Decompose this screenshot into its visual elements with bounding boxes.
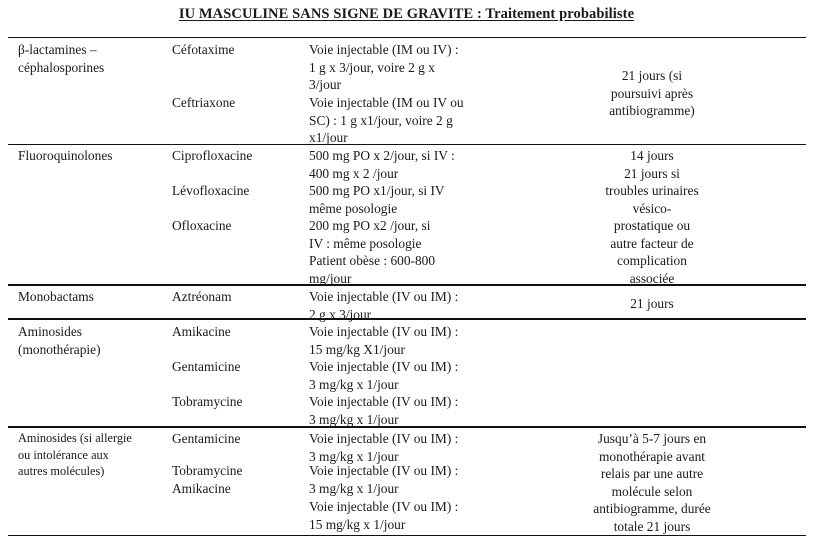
dosage: Voie injectable (IV ou IM) : 15 mg/kg x 1/jour xyxy=(309,499,459,532)
duration: 21 jours xyxy=(630,296,674,311)
drug-class: Fluoroquinolones xyxy=(18,148,113,163)
duration: 14 jours 21 jours si troubles urinaires vésico- prostatique ou autre facteur de complication associée xyxy=(605,148,699,286)
drug-name: Ciprofloxacine xyxy=(172,148,253,163)
drug-name: Ceftriaxone xyxy=(172,95,236,110)
table-top-rule xyxy=(8,37,806,38)
dosage: Voie injectable (IV ou IM) : 3 mg/kg x 1/jour xyxy=(309,394,459,427)
page-title: IU MASCULINE SANS SIGNE DE GRAVITE : Traitement probabiliste xyxy=(178,6,635,22)
drug-name: Gentamicine xyxy=(172,359,241,374)
drug-class: Aminosides (si allergie ou intolérance aux autres molécules) xyxy=(18,431,132,478)
drug-name: Tobramycine xyxy=(172,394,243,409)
dosage: Voie injectable (IM ou IV ou SC) : 1 g x1/jour, voire 2 g x1/jour xyxy=(309,95,464,145)
table-bottom-rule xyxy=(8,535,806,536)
dosage: Voie injectable (IV ou IM) : 3 mg/kg x 1/jour xyxy=(309,431,459,464)
dosage: Voie injectable (IV ou IM) : 2 g x 3/jour xyxy=(309,289,459,322)
drug-name: Céfotaxime xyxy=(172,42,235,57)
dosage: Voie injectable (IV ou IM) : 3 mg/kg x 1/jour xyxy=(309,359,459,392)
drug-class: β-lactamines – céphalosporines xyxy=(18,42,105,75)
dosage: Voie injectable (IV ou IM) : 3 mg/kg x 1/jour xyxy=(309,463,459,496)
duration: Jusqu’à 5-7 jours en monothérapie avant relais par une autre molécule selon antibiogramme, durée totale 21 jours xyxy=(593,431,711,534)
dosage: 500 mg PO x 2/jour, si IV : 400 mg x 2 /jour xyxy=(309,148,455,181)
dosage: Voie injectable (IM ou IV) : 1 g x 3/jour, voire 2 g x 3/jour xyxy=(309,42,459,92)
duration: 21 jours (si poursuivi après antibiogramme) xyxy=(609,68,695,118)
drug-name: Tobramycine xyxy=(172,463,243,478)
drug-name: Amikacine xyxy=(172,324,231,339)
drug-name: Gentamicine xyxy=(172,431,241,446)
drug-name: Amikacine xyxy=(172,481,231,496)
dosage: 200 mg PO x2 /jour, si IV : même posologie Patient obèse : 600-800 mg/jour xyxy=(309,218,436,286)
drug-class: Aminosides (monothérapie) xyxy=(18,324,101,357)
dosage: Voie injectable (IV ou IM) : 15 mg/kg X1/jour xyxy=(309,324,459,357)
drug-name: Lévofloxacine xyxy=(172,183,250,198)
drug-class: Monobactams xyxy=(18,289,94,304)
drug-name: Aztréonam xyxy=(172,289,232,304)
dosage: 500 mg PO x1/jour, si IV même posologie xyxy=(309,183,445,216)
drug-name: Ofloxacine xyxy=(172,218,232,233)
